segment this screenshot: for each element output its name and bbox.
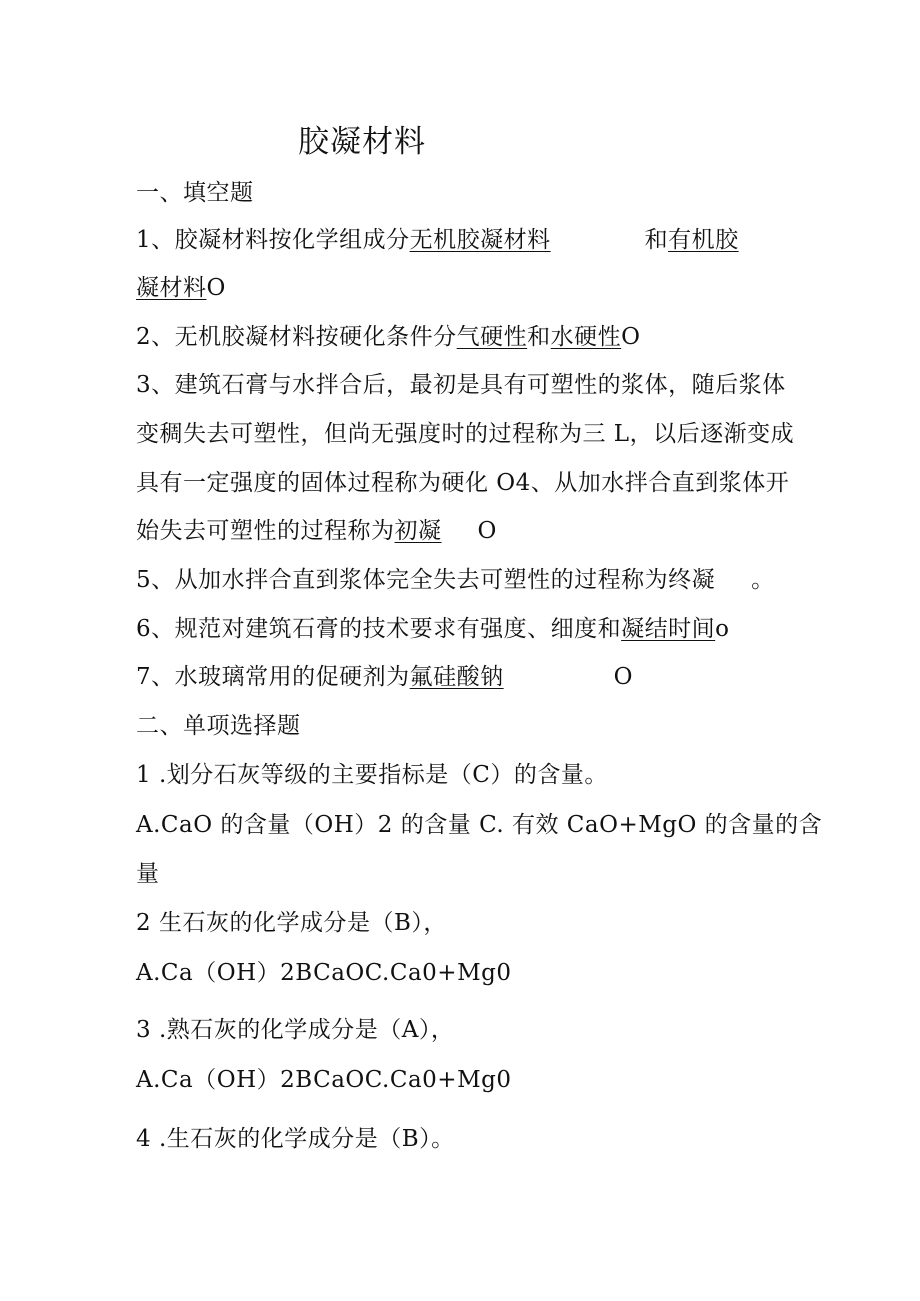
answer-sodium-fluorosilicate: 氟硅酸钠 (409, 664, 504, 690)
question-7: 7、水玻璃常用的促硬剂为氟硅酸钠 O (136, 664, 633, 690)
choice-question-3: 3 .熟石灰的化学成分是（A）， (136, 1017, 455, 1043)
choice-question-1-options: A.CaO 的含量（OH）2 的含量 C. 有效 CaO+MgO 的含量的含 (136, 812, 823, 838)
question-3-line-3: 具有一定强度的固体过程称为硬化 O4、从加水拌合直到浆体开 (136, 470, 790, 496)
choice-question-1-options-cont: 量 (136, 861, 160, 887)
choice-question-3-options: A.Ca（OH）2BCaOC.Ca0+Mg0 (136, 1067, 512, 1093)
answer-initial-set: 初凝 (394, 518, 442, 544)
question-6: 6、规范对建筑石膏的技术要求有强度、细度和凝结时间o (136, 616, 730, 642)
question-5: 5、从加水拌合直到浆体完全失去可塑性的过程称为终凝 。 (136, 567, 775, 593)
answer-inorganic: 无机胶凝材料 (409, 227, 551, 253)
answer-water-hardening: 水硬性 (550, 324, 622, 350)
question-3-line-2: 变稠失去可塑性，但尚无强度时的过程称为三 L，以后逐渐变成 (136, 421, 795, 447)
question-1-line-2: 凝材料O (136, 275, 226, 301)
choice-question-1: 1 .划分石灰等级的主要指标是（C）的含量。 (136, 762, 608, 788)
question-1-line-1: 1、胶凝材料按化学组成分无机胶凝材料 和有机胶 (136, 227, 739, 253)
section-heading-fill-blank: 一、填空题 (136, 180, 254, 206)
question-3-line-4: 始失去可塑性的过程称为初凝 O (136, 518, 497, 544)
page-title: 胶凝材料 (298, 124, 426, 160)
choice-question-4: 4 .生石灰的化学成分是（B）。 (136, 1126, 455, 1152)
question-3-line-1: 3、建筑石膏与水拌合后，最初是具有可塑性的浆体，随后浆体 (136, 372, 786, 398)
answer-air-hardening: 气硬性 (456, 324, 528, 350)
section-heading-single-choice: 二、单项选择题 (136, 713, 301, 739)
question-2: 2、无机胶凝材料按硬化条件分气硬性和水硬性O (136, 324, 641, 350)
answer-setting-time: 凝结时间 (621, 616, 716, 642)
answer-organic-part2: 凝材料 (136, 275, 207, 301)
choice-question-2: 2 生石灰的化学成分是（B）， (136, 910, 447, 936)
answer-organic-part1: 有机胶 (668, 227, 739, 253)
choice-question-2-options: A.Ca（OH）2BCaOC.Ca0+Mg0 (136, 960, 512, 986)
